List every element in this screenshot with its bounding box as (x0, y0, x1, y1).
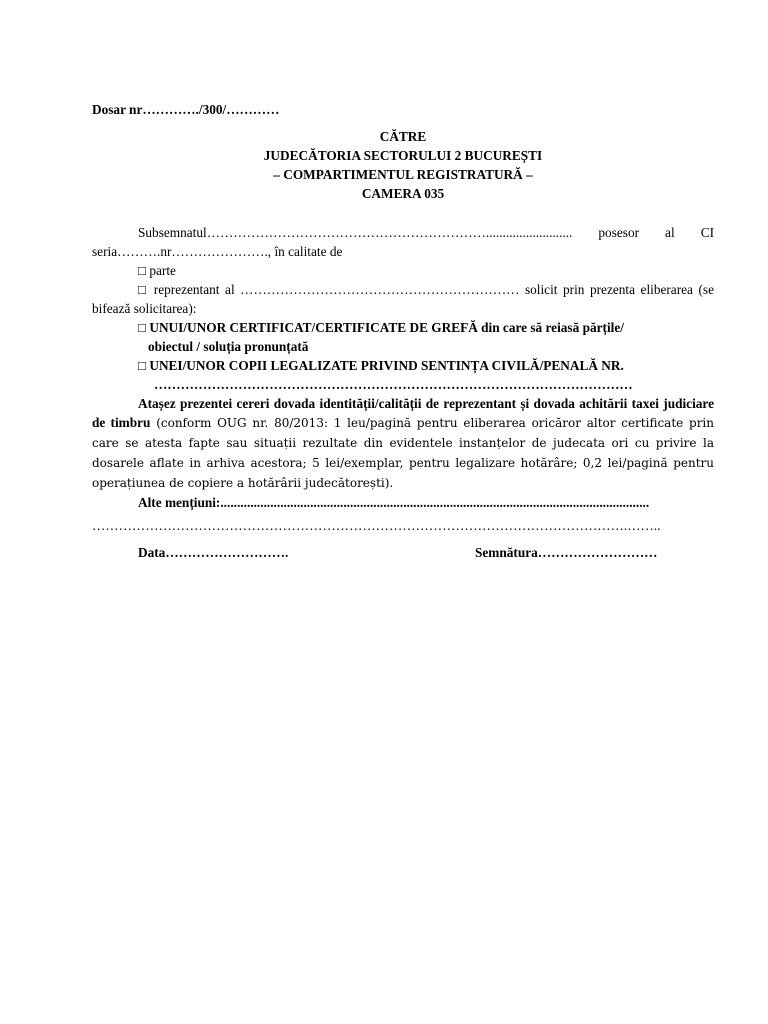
signature-row (92, 543, 714, 562)
addressee-line-1: CĂTRE (379, 129, 427, 144)
signature-field: Semnătura……………………… (475, 545, 658, 560)
applicant-paragraph: Subsemnatul……………………………………………………….......................... posesor al CI seria……….nr…………………., în calitate de (92, 225, 714, 259)
date-field: Data………………………. (138, 545, 289, 560)
option-legalized-copy-dots: ……………………………………………………………………………………………… (154, 377, 633, 392)
option-party: □ parte (138, 263, 176, 278)
other-mentions: Alte mențiuni:................................................................................................................................. (138, 495, 650, 510)
attachment-statement: Atașez prezentei cereri dovada identității/calității de reprezentant și dovada achitării taxei judiciare de timbru (92, 396, 714, 430)
other-mentions-dots: ………………………………………………………………………………………………………….…….. (92, 518, 661, 533)
request-form (92, 100, 714, 562)
option-certificate: □ UNUI/UNOR CERTIFICAT/CERTIFICATE DE GREFĂ din care să reiasă părțile/ (138, 320, 624, 335)
addressee-line-4: CAMERA 035 (361, 186, 445, 201)
option-certificate-continued (92, 337, 714, 356)
addressee-line-3: – COMPARTIMENTUL REGISTRATURĂ – (273, 167, 533, 182)
file-number: Dosar nr…………./300/………… (92, 102, 280, 117)
fee-note: (conform OUG nr. 80/2013: 1 leu/pagină pentru eliberarea oricăror altor certificate prin care se atesta fapte sau situații rezultate din evidentele instanțelor de judecata ori cu privire la dosarele aflate in arhiva acestora; 5 lei/exemplar, pentru legalizare hotărâre; 0,2 lei/pagină pentru operațiunea de copiere a hotărârii judecătorești). (92, 416, 714, 490)
attachment-paragraph (92, 394, 714, 493)
representative-paragraph: □ reprezentant al ……………………………………………………… solicit prin prezenta eliberarea (se bifează solicitarea): (92, 282, 714, 316)
spacer (92, 203, 714, 223)
addressee-line-2: JUDECĂTORIA SECTORULUI 2 BUCUREȘTI (263, 148, 543, 163)
option-certificate-line-2: obiectul / soluția pronunțată (148, 339, 309, 354)
option-legalized-copy: □ UNEI/UNOR COPII LEGALIZATE PRIVIND SENTINȚA CIVILĂ/PENALĂ NR. (138, 358, 624, 373)
